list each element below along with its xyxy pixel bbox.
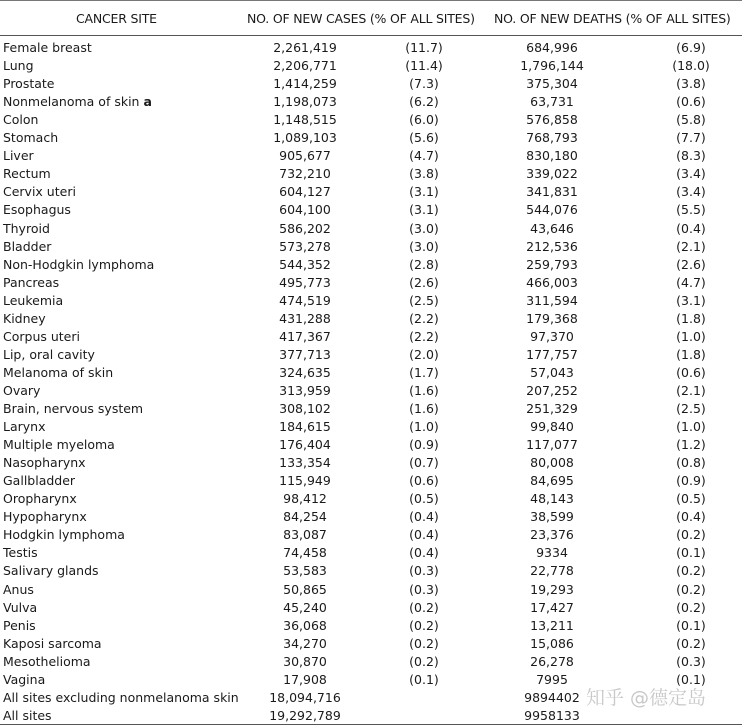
cell-site	[3, 562, 99, 580]
table-row	[0, 75, 742, 93]
cell-site	[3, 635, 102, 653]
cell-new-deaths-pct: (7.7)	[676, 130, 706, 146]
table-row	[0, 562, 742, 580]
table-row	[0, 201, 742, 219]
cell-site-text: Corpus uteri	[3, 328, 80, 344]
cell-new-deaths-pct: (1.8)	[676, 346, 706, 362]
cell-site	[3, 454, 86, 472]
table-row	[0, 39, 742, 57]
cell-new-cases-pct: (6.0)	[409, 112, 439, 128]
cell-new-cases: 36,068	[283, 617, 327, 633]
cell-new-deaths: 57,043	[530, 364, 574, 380]
cell-site	[3, 147, 34, 165]
cell-site-text: Leukemia	[3, 292, 64, 308]
header-new-cases: NO. OF NEW CASES (% OF ALL SITES)	[247, 11, 475, 26]
cell-new-deaths: 9894402	[524, 689, 580, 705]
cell-new-deaths-pct: (18.0)	[672, 58, 710, 74]
cell-new-deaths-pct: (0.9)	[676, 473, 706, 489]
cell-new-deaths: 212,536	[526, 238, 578, 254]
cell-site-text: Lip, oral cavity	[3, 346, 95, 362]
cell-site	[3, 111, 38, 129]
cell-new-cases-pct: (0.2)	[409, 599, 439, 615]
cell-new-deaths-pct: (3.8)	[676, 76, 706, 92]
cell-new-deaths-pct: (0.6)	[676, 94, 706, 110]
table-row	[0, 508, 742, 526]
cell-site-footnote-marker: a	[143, 94, 152, 110]
cell-site-text: Nonmelanoma of skin	[3, 94, 144, 110]
cell-site	[3, 310, 46, 328]
cell-new-deaths: 38,599	[530, 509, 574, 525]
cell-site-text: Penis	[3, 617, 36, 633]
cell-site	[3, 599, 37, 617]
cell-site-text: Melanoma of skin	[3, 364, 114, 380]
table-row	[0, 183, 742, 201]
cell-new-deaths-pct: (0.2)	[676, 599, 706, 615]
cell-new-cases: 905,677	[279, 148, 331, 164]
cell-new-deaths: 1,796,144	[520, 58, 584, 74]
cell-new-cases: 586,202	[279, 220, 331, 236]
cell-new-cases: 45,240	[283, 599, 327, 615]
cell-new-cases-pct: (2.5)	[409, 292, 439, 308]
cell-new-cases: 17,908	[283, 671, 327, 687]
header-new-deaths: NO. OF NEW DEATHS (% OF ALL SITES)	[494, 11, 731, 26]
table-row	[0, 129, 742, 147]
cell-site-text: Non-Hodgkin lymphoma	[3, 256, 155, 272]
cell-new-deaths: 97,370	[530, 328, 574, 344]
cell-site-text: Gallbladder	[3, 473, 76, 489]
cell-new-deaths-pct: (0.2)	[676, 563, 706, 579]
cell-new-cases: 324,635	[279, 364, 331, 380]
cell-new-deaths-pct: (0.8)	[676, 455, 706, 471]
cell-new-cases: 573,278	[279, 238, 331, 254]
cell-new-cases: 2,261,419	[273, 40, 337, 55]
cell-new-deaths-pct: (0.5)	[676, 491, 706, 507]
zhihu-watermark: 知乎 @德定岛	[586, 687, 707, 709]
cell-site	[3, 256, 154, 274]
cell-new-deaths: 544,076	[526, 202, 578, 218]
cell-new-cases-pct: (0.3)	[409, 563, 439, 579]
cell-new-deaths-pct: (2.6)	[676, 256, 706, 272]
cell-site-text: Thyroid	[3, 220, 50, 236]
cell-site	[3, 707, 52, 725]
cell-new-deaths: 251,329	[526, 401, 578, 416]
cell-site-text: Kidney	[3, 310, 46, 326]
cell-site	[3, 238, 51, 256]
cell-new-deaths-pct: (4.7)	[676, 274, 706, 290]
table-row	[0, 526, 742, 544]
table-row	[0, 57, 742, 75]
table-row	[0, 256, 742, 274]
cell-site	[3, 400, 143, 418]
cell-new-cases: 74,458	[283, 545, 327, 561]
table-row	[0, 147, 742, 165]
cell-new-cases-pct: (5.6)	[409, 130, 439, 146]
cell-site	[3, 201, 71, 219]
cell-new-deaths-pct: (2.5)	[676, 401, 706, 416]
cell-new-deaths-pct: (5.8)	[676, 112, 706, 128]
cell-new-cases: 133,354	[279, 455, 331, 471]
cell-new-cases: 34,270	[283, 635, 327, 651]
cell-new-deaths: 84,695	[530, 473, 574, 489]
cell-site-text: Vulva	[3, 599, 38, 615]
cell-site	[3, 382, 40, 400]
cell-new-cases: 83,087	[283, 527, 327, 543]
cell-new-cases-pct: (0.3)	[409, 581, 439, 597]
cell-new-cases: 2,206,771	[273, 58, 337, 74]
cell-new-cases-pct: (2.8)	[409, 256, 439, 272]
table-row	[0, 111, 742, 129]
table-row	[0, 581, 742, 599]
cell-new-deaths-pct: (0.6)	[676, 364, 706, 380]
cell-site	[3, 526, 125, 544]
cell-site	[3, 183, 76, 201]
cell-site-text: All sites	[3, 707, 52, 723]
cell-new-deaths-pct: (3.1)	[676, 292, 706, 308]
cell-site	[3, 328, 80, 346]
cell-site	[3, 689, 239, 707]
cell-new-cases: 98,412	[283, 491, 327, 507]
cell-new-deaths: 48,143	[530, 491, 574, 507]
cell-new-cases: 50,865	[283, 581, 327, 597]
cell-new-deaths-pct: (1.8)	[676, 310, 706, 326]
cell-new-cases: 544,352	[279, 256, 331, 272]
cell-site	[3, 508, 87, 526]
cell-site-text: Nasopharynx	[3, 455, 86, 471]
table-row	[0, 490, 742, 508]
table-row	[0, 436, 742, 454]
cell-site	[3, 581, 34, 599]
cell-site-text: Vagina	[3, 671, 46, 687]
cell-site	[3, 490, 77, 508]
cell-new-deaths-pct: (0.1)	[676, 671, 706, 687]
cell-new-cases: 115,949	[279, 473, 331, 489]
cell-new-deaths-pct: (1.0)	[676, 419, 706, 435]
cell-site-text: Brain, nervous system	[3, 401, 144, 416]
cell-new-deaths: 9334	[536, 545, 568, 561]
cell-new-deaths: 259,793	[526, 256, 578, 272]
cell-new-deaths: 311,594	[526, 292, 578, 308]
cell-site-text: Hodgkin lymphoma	[3, 527, 125, 543]
cell-new-cases: 30,870	[283, 653, 327, 669]
cell-site	[3, 274, 59, 292]
cell-new-deaths-pct: (0.1)	[676, 617, 706, 633]
cell-new-cases-pct: (3.1)	[409, 184, 439, 200]
cell-new-cases: 176,404	[279, 437, 331, 453]
cell-new-deaths-pct: (1.0)	[676, 328, 706, 344]
cell-site	[3, 436, 115, 454]
cell-new-cases-pct: (11.7)	[405, 40, 443, 55]
cell-site-text: Female breast	[3, 40, 92, 55]
cell-new-cases: 431,288	[279, 310, 331, 326]
cell-new-deaths: 26,278	[530, 653, 574, 669]
cell-new-cases-pct: (7.3)	[409, 76, 439, 92]
cell-site-text: Hypopharynx	[3, 509, 87, 525]
cell-site-text: Multiple myeloma	[3, 437, 115, 453]
cell-site	[3, 671, 45, 689]
cell-new-cases-pct: (0.1)	[409, 671, 439, 687]
cell-site-text: Oropharynx	[3, 491, 77, 507]
cell-site	[3, 617, 36, 635]
cell-new-deaths: 17,427	[530, 599, 574, 615]
cell-new-cases: 604,100	[279, 202, 331, 218]
cell-site-text: Mesothelioma	[3, 653, 91, 669]
cell-new-cases: 604,127	[279, 184, 331, 200]
cell-new-cases: 18,094,716	[269, 689, 341, 705]
cell-site-text: Lung	[3, 58, 34, 74]
cell-new-deaths: 684,996	[526, 40, 578, 55]
cell-new-deaths: 63,731	[530, 94, 574, 110]
cell-new-cases-pct: (3.1)	[409, 202, 439, 218]
cell-new-deaths: 375,304	[526, 76, 578, 92]
cell-new-deaths-pct: (8.3)	[676, 148, 706, 164]
cell-new-deaths-pct: (0.3)	[676, 653, 706, 669]
cell-new-deaths: 830,180	[526, 148, 578, 164]
cell-new-deaths: 177,757	[526, 346, 578, 362]
table-row	[0, 418, 742, 436]
cell-site-text: Ovary	[3, 382, 41, 398]
cell-new-cases-pct: (2.2)	[409, 328, 439, 344]
cell-site-text: All sites excluding nonmelanoma skin	[3, 689, 239, 705]
cell-site	[3, 472, 75, 490]
table-row	[0, 617, 742, 635]
table-row	[0, 292, 742, 310]
cell-new-deaths-pct: (3.4)	[676, 184, 706, 200]
cell-new-cases-pct: (3.0)	[409, 238, 439, 254]
table-row	[0, 310, 742, 328]
cell-new-deaths-pct: (3.4)	[676, 166, 706, 182]
cell-site-text: Stomach	[3, 130, 59, 146]
table-row	[0, 544, 742, 562]
cell-new-cases: 184,615	[279, 419, 331, 435]
cell-new-cases-pct: (2.6)	[409, 274, 439, 290]
cell-new-cases-pct: (0.5)	[409, 491, 439, 507]
cell-new-cases-pct: (1.0)	[409, 419, 439, 435]
cell-new-deaths: 768,793	[526, 130, 578, 146]
table-row	[0, 220, 742, 238]
cell-new-cases-pct: (1.6)	[409, 401, 439, 416]
cell-new-cases-pct: (0.2)	[409, 617, 439, 633]
cell-site	[3, 292, 63, 310]
cell-site-text: Esophagus	[3, 202, 71, 218]
cell-site	[3, 346, 95, 364]
cell-new-deaths: 466,003	[526, 274, 578, 290]
cell-site-text: Prostate	[3, 76, 55, 92]
cell-site-text: Testis	[3, 545, 38, 561]
table-row	[0, 346, 742, 364]
cell-new-deaths: 22,778	[530, 563, 574, 579]
header-cancer-site: CANCER SITE	[76, 11, 157, 26]
cell-new-cases-pct: (1.7)	[409, 364, 439, 380]
cell-new-cases: 1,198,073	[273, 94, 337, 110]
cell-new-deaths: 207,252	[526, 382, 578, 398]
table-row	[0, 328, 742, 346]
cell-site	[3, 544, 38, 562]
cell-new-cases: 1,089,103	[273, 130, 337, 146]
cell-new-deaths-pct: (5.5)	[676, 202, 706, 218]
cell-new-cases-pct: (2.0)	[409, 346, 439, 362]
cell-site-text: Colon	[3, 112, 39, 128]
cell-new-cases: 377,713	[279, 346, 331, 362]
cell-new-cases: 732,210	[279, 166, 331, 182]
cell-site	[3, 57, 34, 75]
cell-site	[3, 39, 92, 57]
table-row	[0, 653, 742, 671]
table-row	[0, 382, 742, 400]
table-row	[0, 238, 742, 256]
cell-new-deaths: 9958133	[524, 707, 580, 723]
cell-new-cases-pct: (6.2)	[409, 94, 439, 110]
cell-new-cases: 474,519	[279, 292, 331, 308]
cell-new-deaths-pct: (2.1)	[676, 238, 706, 254]
table-row	[0, 165, 742, 183]
cell-new-cases-pct: (0.2)	[409, 653, 439, 669]
table-row	[0, 400, 742, 418]
cell-new-deaths: 117,077	[526, 437, 578, 453]
cell-new-deaths: 7995	[536, 671, 568, 687]
cell-new-cases: 1,414,259	[273, 76, 337, 92]
table-row	[0, 364, 742, 382]
cell-site-text: Larynx	[3, 419, 46, 435]
cell-new-deaths-pct: (1.2)	[676, 437, 706, 453]
table-bottom-rule	[0, 724, 742, 725]
cell-new-deaths: 341,831	[526, 184, 578, 200]
table-row	[0, 472, 742, 490]
table-row	[0, 93, 742, 111]
cell-new-deaths: 339,022	[526, 166, 578, 182]
cell-new-cases-pct: (0.2)	[409, 635, 439, 651]
cell-new-cases-pct: (0.6)	[409, 473, 439, 489]
cell-new-cases-pct: (11.4)	[405, 58, 443, 74]
cell-new-cases: 1,148,515	[273, 112, 337, 128]
cell-site-text: Salivary glands	[3, 563, 99, 579]
cell-site-text: Liver	[3, 148, 34, 164]
table-row	[0, 635, 742, 653]
cell-site	[3, 653, 91, 671]
cell-new-deaths-pct: (0.1)	[676, 545, 706, 561]
cell-new-cases-pct: (1.6)	[409, 382, 439, 398]
cell-site-text: Cervix uteri	[3, 184, 76, 200]
cell-site	[3, 220, 50, 238]
cell-new-cases: 53,583	[283, 563, 327, 579]
cell-new-cases-pct: (3.8)	[409, 166, 439, 182]
cell-new-cases-pct: (0.9)	[409, 437, 439, 453]
cell-new-cases: 308,102	[279, 401, 331, 416]
cell-new-cases: 417,367	[279, 328, 331, 344]
cell-new-deaths-pct: (0.2)	[676, 635, 706, 651]
table-row	[0, 599, 742, 617]
cell-new-deaths: 576,858	[526, 112, 578, 128]
cell-new-deaths: 13,211	[530, 617, 574, 633]
cell-new-deaths: 99,840	[530, 419, 574, 435]
cell-new-cases-pct: (2.2)	[409, 310, 439, 326]
cell-new-cases-pct: (4.7)	[409, 148, 439, 164]
cell-site	[3, 165, 51, 183]
cell-new-cases-pct: (0.7)	[409, 455, 439, 471]
cell-new-deaths: 179,368	[526, 310, 578, 326]
cell-new-deaths: 43,646	[530, 220, 574, 236]
cell-new-cases-pct: (3.0)	[409, 220, 439, 236]
cell-new-deaths-pct: (0.2)	[676, 527, 706, 543]
cell-site	[3, 93, 152, 111]
cell-new-cases: 84,254	[283, 509, 327, 525]
cell-new-deaths-pct: (0.4)	[676, 509, 706, 525]
cell-site-text: Bladder	[3, 238, 52, 254]
cell-new-deaths: 15,086	[530, 635, 574, 651]
cell-site	[3, 418, 45, 436]
cell-site-text: Kaposi sarcoma	[3, 635, 102, 651]
table-header	[0, 0, 742, 36]
cell-new-cases-pct: (0.4)	[409, 527, 439, 543]
cell-site-text: Rectum	[3, 166, 51, 182]
cell-new-deaths-pct: (2.1)	[676, 382, 706, 398]
cell-new-deaths-pct: (0.4)	[676, 220, 706, 236]
cell-site-text: Pancreas	[3, 274, 60, 290]
cell-new-deaths: 80,008	[530, 455, 574, 471]
cell-new-deaths-pct: (0.2)	[676, 581, 706, 597]
cell-new-deaths-pct: (6.9)	[676, 40, 706, 55]
cell-new-cases: 19,292,789	[269, 707, 341, 723]
cell-new-cases: 495,773	[279, 274, 331, 290]
cell-new-cases-pct: (0.4)	[409, 545, 439, 561]
cell-site	[3, 75, 55, 93]
cell-new-deaths: 23,376	[530, 527, 574, 543]
cell-site	[3, 364, 113, 382]
cell-site-text: Anus	[3, 581, 34, 597]
cell-site	[3, 129, 58, 147]
table-row	[0, 454, 742, 472]
table-row	[0, 274, 742, 292]
cell-new-deaths: 19,293	[530, 581, 574, 597]
cell-new-cases: 313,959	[279, 382, 331, 398]
cell-new-cases-pct: (0.4)	[409, 509, 439, 525]
